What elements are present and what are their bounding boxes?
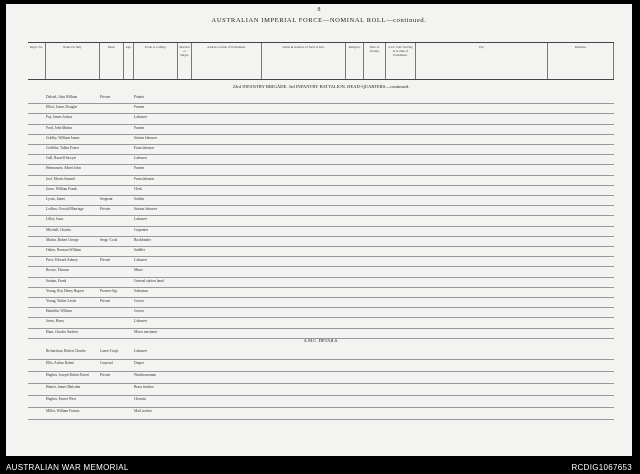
trade-or-calling: Salesman	[134, 288, 148, 293]
trade-or-calling: Farm labourer	[134, 176, 155, 181]
document-title: AUSTRALIAN IMPERIAL FORCE—NOMINAL ROLL—continued.	[211, 17, 427, 24]
trade-or-calling: General station hand	[134, 278, 164, 283]
trade-or-calling: Painter	[134, 95, 145, 99]
soldier-name: Ledlow, Oswald Marriage	[46, 207, 84, 212]
soldier-rank: Private	[100, 373, 111, 377]
soldier-name: Ford, John Martin	[46, 125, 73, 130]
soldier-name: Rosser, Thomas	[46, 268, 69, 273]
trade-or-calling: Labourer	[134, 349, 148, 353]
trade-or-calling: Soldier	[134, 197, 145, 201]
table-row	[28, 408, 614, 419]
column-header-row	[28, 42, 614, 80]
soldier-rank: Pioneer-Sgt.	[100, 288, 118, 293]
table-row	[28, 372, 614, 383]
column-header: Religion.	[346, 43, 364, 79]
soldier-name: Hunt, Charles Andrew	[46, 329, 79, 334]
trade-or-calling: Farmer	[134, 166, 145, 171]
soldier-name: Price, Edward Aubrey	[46, 258, 78, 263]
soldier-name: Richardson, Robert Charles	[46, 349, 86, 353]
archive-reference: RCDIG1067653	[571, 463, 632, 472]
row-divider	[28, 419, 614, 420]
soldier-name: Jones, William Frank	[46, 186, 77, 191]
trade-or-calling: Farm labourer	[134, 146, 155, 150]
trade-or-calling: Miner	[134, 268, 143, 273]
soldier-rank: Lance-Corpl.	[100, 349, 120, 353]
trade-or-calling: Brass finisher	[134, 385, 154, 389]
soldier-rank: Private	[100, 299, 111, 303]
trade-or-calling: Carpenter	[134, 227, 149, 232]
trade-or-calling: Labourer	[134, 115, 148, 120]
page-number: 8	[317, 7, 321, 13]
section-title-amc: A.M.C. DETAILS.	[303, 338, 339, 343]
table-row	[28, 360, 614, 371]
column-header: Name & Address of Next of Kin.	[262, 43, 346, 79]
column-header: Address at time of Enlistment.	[192, 43, 262, 79]
column-header: Remarks	[548, 43, 614, 79]
soldier-rank: Sergeant	[100, 197, 113, 201]
trade-or-calling: Station labourer	[134, 207, 158, 212]
soldier-rank: Private	[100, 95, 111, 99]
column-header: Regtl. No.	[28, 43, 46, 79]
soldier-name: Oakes, Norman William	[46, 248, 82, 252]
trade-or-calling: Chemist	[134, 397, 146, 401]
soldier-name: Hughes, Ernest West	[46, 397, 76, 401]
soldier-name: Elliot, James Douglas	[46, 105, 78, 110]
trade-or-calling: Farmer	[134, 125, 145, 130]
soldier-name: Sartain, Frank	[46, 278, 67, 283]
soldier-name: Gull, Russell Sawyer	[46, 156, 77, 161]
trade-or-calling: Grocer	[134, 299, 144, 303]
table-row	[28, 396, 614, 407]
table-row	[28, 384, 614, 395]
trade-or-calling: Farmer	[134, 105, 145, 110]
column-header: Married or Single.	[178, 43, 192, 79]
trade-or-calling: Bookbinder	[134, 237, 151, 242]
soldier-name: Goldby, William James	[46, 135, 80, 140]
soldier-name: Lilley, Isaac	[46, 217, 64, 222]
column-header: Age.	[124, 43, 134, 79]
soldier-name: Hermansen, Albert John	[46, 166, 81, 171]
soldier-name: Ellis, Arthur Robert	[46, 361, 75, 365]
column-header: Date of Joining.	[364, 43, 386, 79]
trade-or-calling: Draper	[134, 361, 144, 365]
soldier-name: Fay, James Joshua	[46, 115, 73, 120]
soldier-name: Young, Walter Leslie	[46, 299, 77, 303]
soldier-name: Hunter, James Malcolm	[46, 385, 81, 389]
trade-or-calling: Mail worker	[134, 409, 152, 413]
section-title-battalion: 23rd INFANTRY BRIGADE, 3rd INFANTRY BATTALION, HEAD-QUARTERS—continued.	[232, 84, 410, 89]
archive-credit: AUSTRALIAN WAR MEMORIAL	[6, 463, 129, 472]
trade-or-calling: Labourer	[134, 217, 148, 222]
soldier-name: Dalziel, John William	[46, 95, 78, 99]
soldier-rank: Corporal	[100, 361, 113, 365]
table-row	[28, 348, 614, 359]
column-header: Rank.	[100, 43, 124, 79]
trade-or-calling: Grocer	[134, 309, 144, 314]
soldier-name: Young, Roy Henry Rupert	[46, 288, 84, 293]
soldier-name: Mitchell, Charles	[46, 227, 71, 232]
column-header: Trade or Calling.	[134, 43, 178, 79]
trade-or-calling: Labourer	[134, 156, 148, 161]
column-header: A.I.F. Unit Serving in at time of Enlistment.	[386, 43, 416, 79]
soldier-rank: Sergt.-Cook	[100, 237, 118, 242]
trade-or-calling: Motor mechanic	[134, 329, 158, 334]
column-header: Name (in full).	[46, 43, 100, 79]
document-page	[6, 4, 632, 456]
soldier-name: Lyons, James	[46, 197, 66, 201]
soldier-name: Hughes, Joseph Robert Ernest	[46, 373, 90, 377]
soldier-rank: Private	[100, 207, 111, 212]
trade-or-calling: Clerk	[134, 186, 142, 191]
trade-or-calling: Labourer	[134, 258, 148, 263]
soldier-name: Jones, Harry	[46, 319, 65, 324]
soldier-name: Miller, William Francis	[46, 409, 80, 413]
trade-or-calling: Saddler	[134, 248, 145, 252]
soldier-name: Martin, Robert George	[46, 237, 79, 242]
trade-or-calling: Labourer	[134, 319, 148, 324]
column-header: Pay	[416, 43, 548, 79]
soldier-name: Griffiths, Talbot Foster	[46, 146, 80, 150]
soldier-name: Hamblin, William	[46, 309, 72, 314]
trade-or-calling: Station labourer	[134, 135, 158, 140]
soldier-name: Joel, Morris Samuel	[46, 176, 76, 181]
trade-or-calling: Warehouseman	[134, 373, 157, 377]
soldier-rank: Private	[100, 258, 111, 263]
